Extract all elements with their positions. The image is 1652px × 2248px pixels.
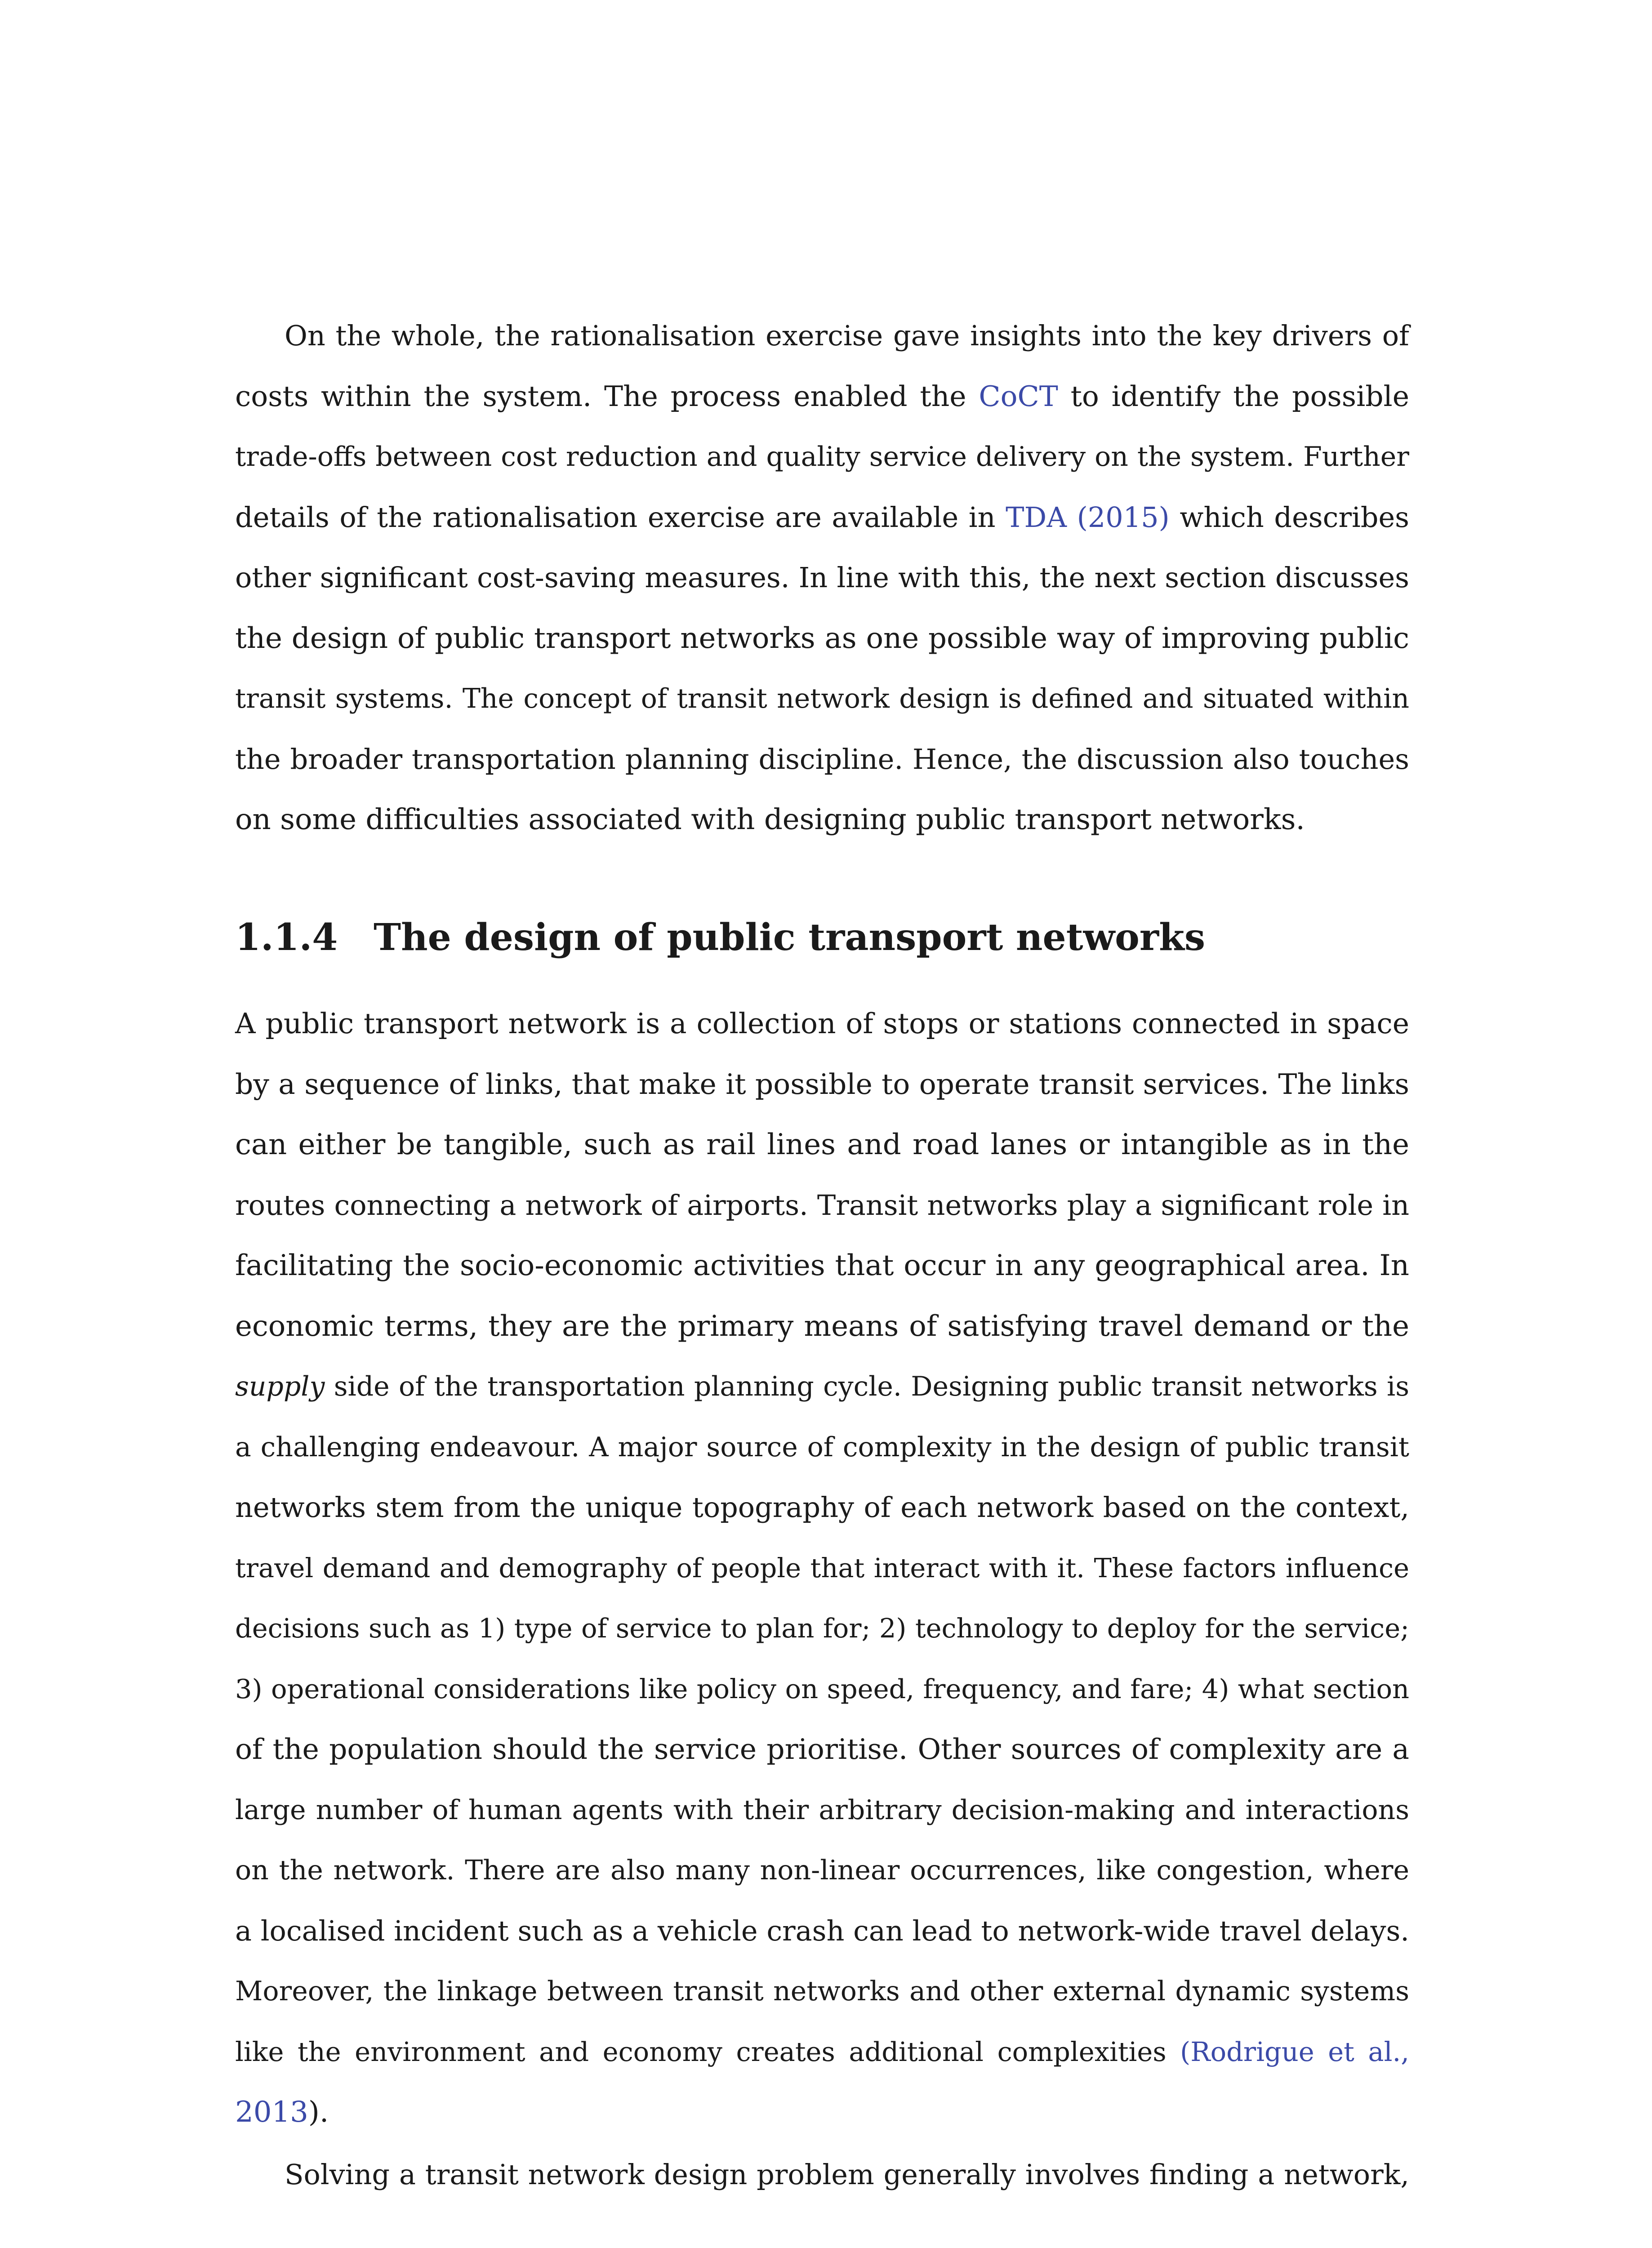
text-line: can either be tangible, such as rail lines and road lanes or intangible as in the xyxy=(235,1128,1409,1161)
text-line: the broader transportation planning discipline. Hence, the discussion also touches xyxy=(235,742,1409,776)
text-line: of the population should the service prioritise. Other sources of complexity are a xyxy=(235,1733,1409,1766)
text-span: side of the transportation planning cycle. Designing public transit networks is xyxy=(325,1371,1409,1402)
text-span: which describes xyxy=(1169,500,1409,534)
text-line: transit systems. The concept of transit network design is defined and situated within xyxy=(235,683,1409,714)
text-line xyxy=(235,2022,1409,2083)
text-line: On the whole, the rationalisation exercise gave insights into the key drivers of xyxy=(285,319,1409,352)
cite-link-rodrigue[interactable]: (Rodrigue et al., xyxy=(1180,2036,1409,2067)
paragraph-rationalisation xyxy=(235,306,1409,850)
section-title: The design of public transport networks xyxy=(374,916,1206,959)
text-line: a localised incident such as a vehicle crash can lead to network-wide travel delays. xyxy=(235,1914,1409,1947)
text-line: economic terms, they are the primary means of satisfying travel demand or the xyxy=(235,1309,1409,1343)
text-span: like the environment and economy creates additional complexities xyxy=(235,2036,1180,2067)
text-span: ). xyxy=(308,2096,329,2129)
cite-link-tda-year[interactable]: (2015) xyxy=(1077,500,1170,534)
text-line: networks stem from the unique topography of each network based on the context, xyxy=(235,1491,1409,1524)
text-line: Moreover, the linkage between transit networks and other external dynamic systems xyxy=(235,1976,1409,2007)
text-line: routes connecting a network of airports. Transit networks play a significant role in xyxy=(235,1188,1409,1222)
text-line: a challenging endeavour. A major source of complexity in the design of public transit xyxy=(235,1431,1409,1463)
text-line xyxy=(235,2082,1409,2143)
section-heading xyxy=(235,913,1409,962)
text-span: details of the rationalisation exercise are available in xyxy=(235,500,1006,534)
text-line: trade-offs between cost reduction and quality service delivery on the system. Further xyxy=(235,441,1409,473)
text-span: costs within the system. The process enabled the xyxy=(235,379,979,413)
text-line: on some difficulties associated with designing public transport networks. xyxy=(235,803,1305,836)
text-line: the design of public transport networks as one possible way of improving public xyxy=(235,621,1409,655)
italic-word-supply: supply xyxy=(235,1371,325,1402)
text-line: other significant cost-saving measures. In line with this, the next section discusses xyxy=(235,561,1409,594)
cite-link-rodrigue-year[interactable]: 2013 xyxy=(235,2096,308,2129)
text-line: decisions such as 1) type of service to plan for; 2) technology to deploy for the service; xyxy=(235,1613,1409,1644)
text-line xyxy=(235,366,1409,427)
paragraph-network-design xyxy=(235,994,1409,2143)
text-span: to identify the possible xyxy=(1058,379,1409,413)
text-line: facilitating the socio-economic activities that occur in any geographical area. In xyxy=(235,1249,1409,1282)
text-line xyxy=(235,1356,1409,1417)
text-line: Solving a transit network design problem generally involves finding a network, xyxy=(285,2158,1409,2191)
text-line: 3) operational considerations like policy on speed, frequency, and fare; 4) what section xyxy=(235,1673,1409,1704)
text-line: by a sequence of links, that make it possible to operate transit services. The links xyxy=(235,1067,1409,1101)
text-line: A public transport network is a collection of stops or stations connected in space xyxy=(235,1007,1409,1040)
section-number: 1.1.4 xyxy=(235,916,338,959)
text-line: on the network. There are also many non-linear occurrences, like congestion, where xyxy=(235,1855,1409,1886)
text-line xyxy=(235,487,1409,548)
cite-link-coct[interactable]: CoCT xyxy=(979,379,1058,413)
cite-link-tda[interactable]: TDA xyxy=(1006,500,1067,534)
paragraph-solving xyxy=(235,2145,1409,2205)
text-line: large number of human agents with their arbitrary decision-making and interactions xyxy=(235,1794,1409,1826)
text-line: travel demand and demography of people that interact with it. These factors influence xyxy=(235,1552,1409,1583)
